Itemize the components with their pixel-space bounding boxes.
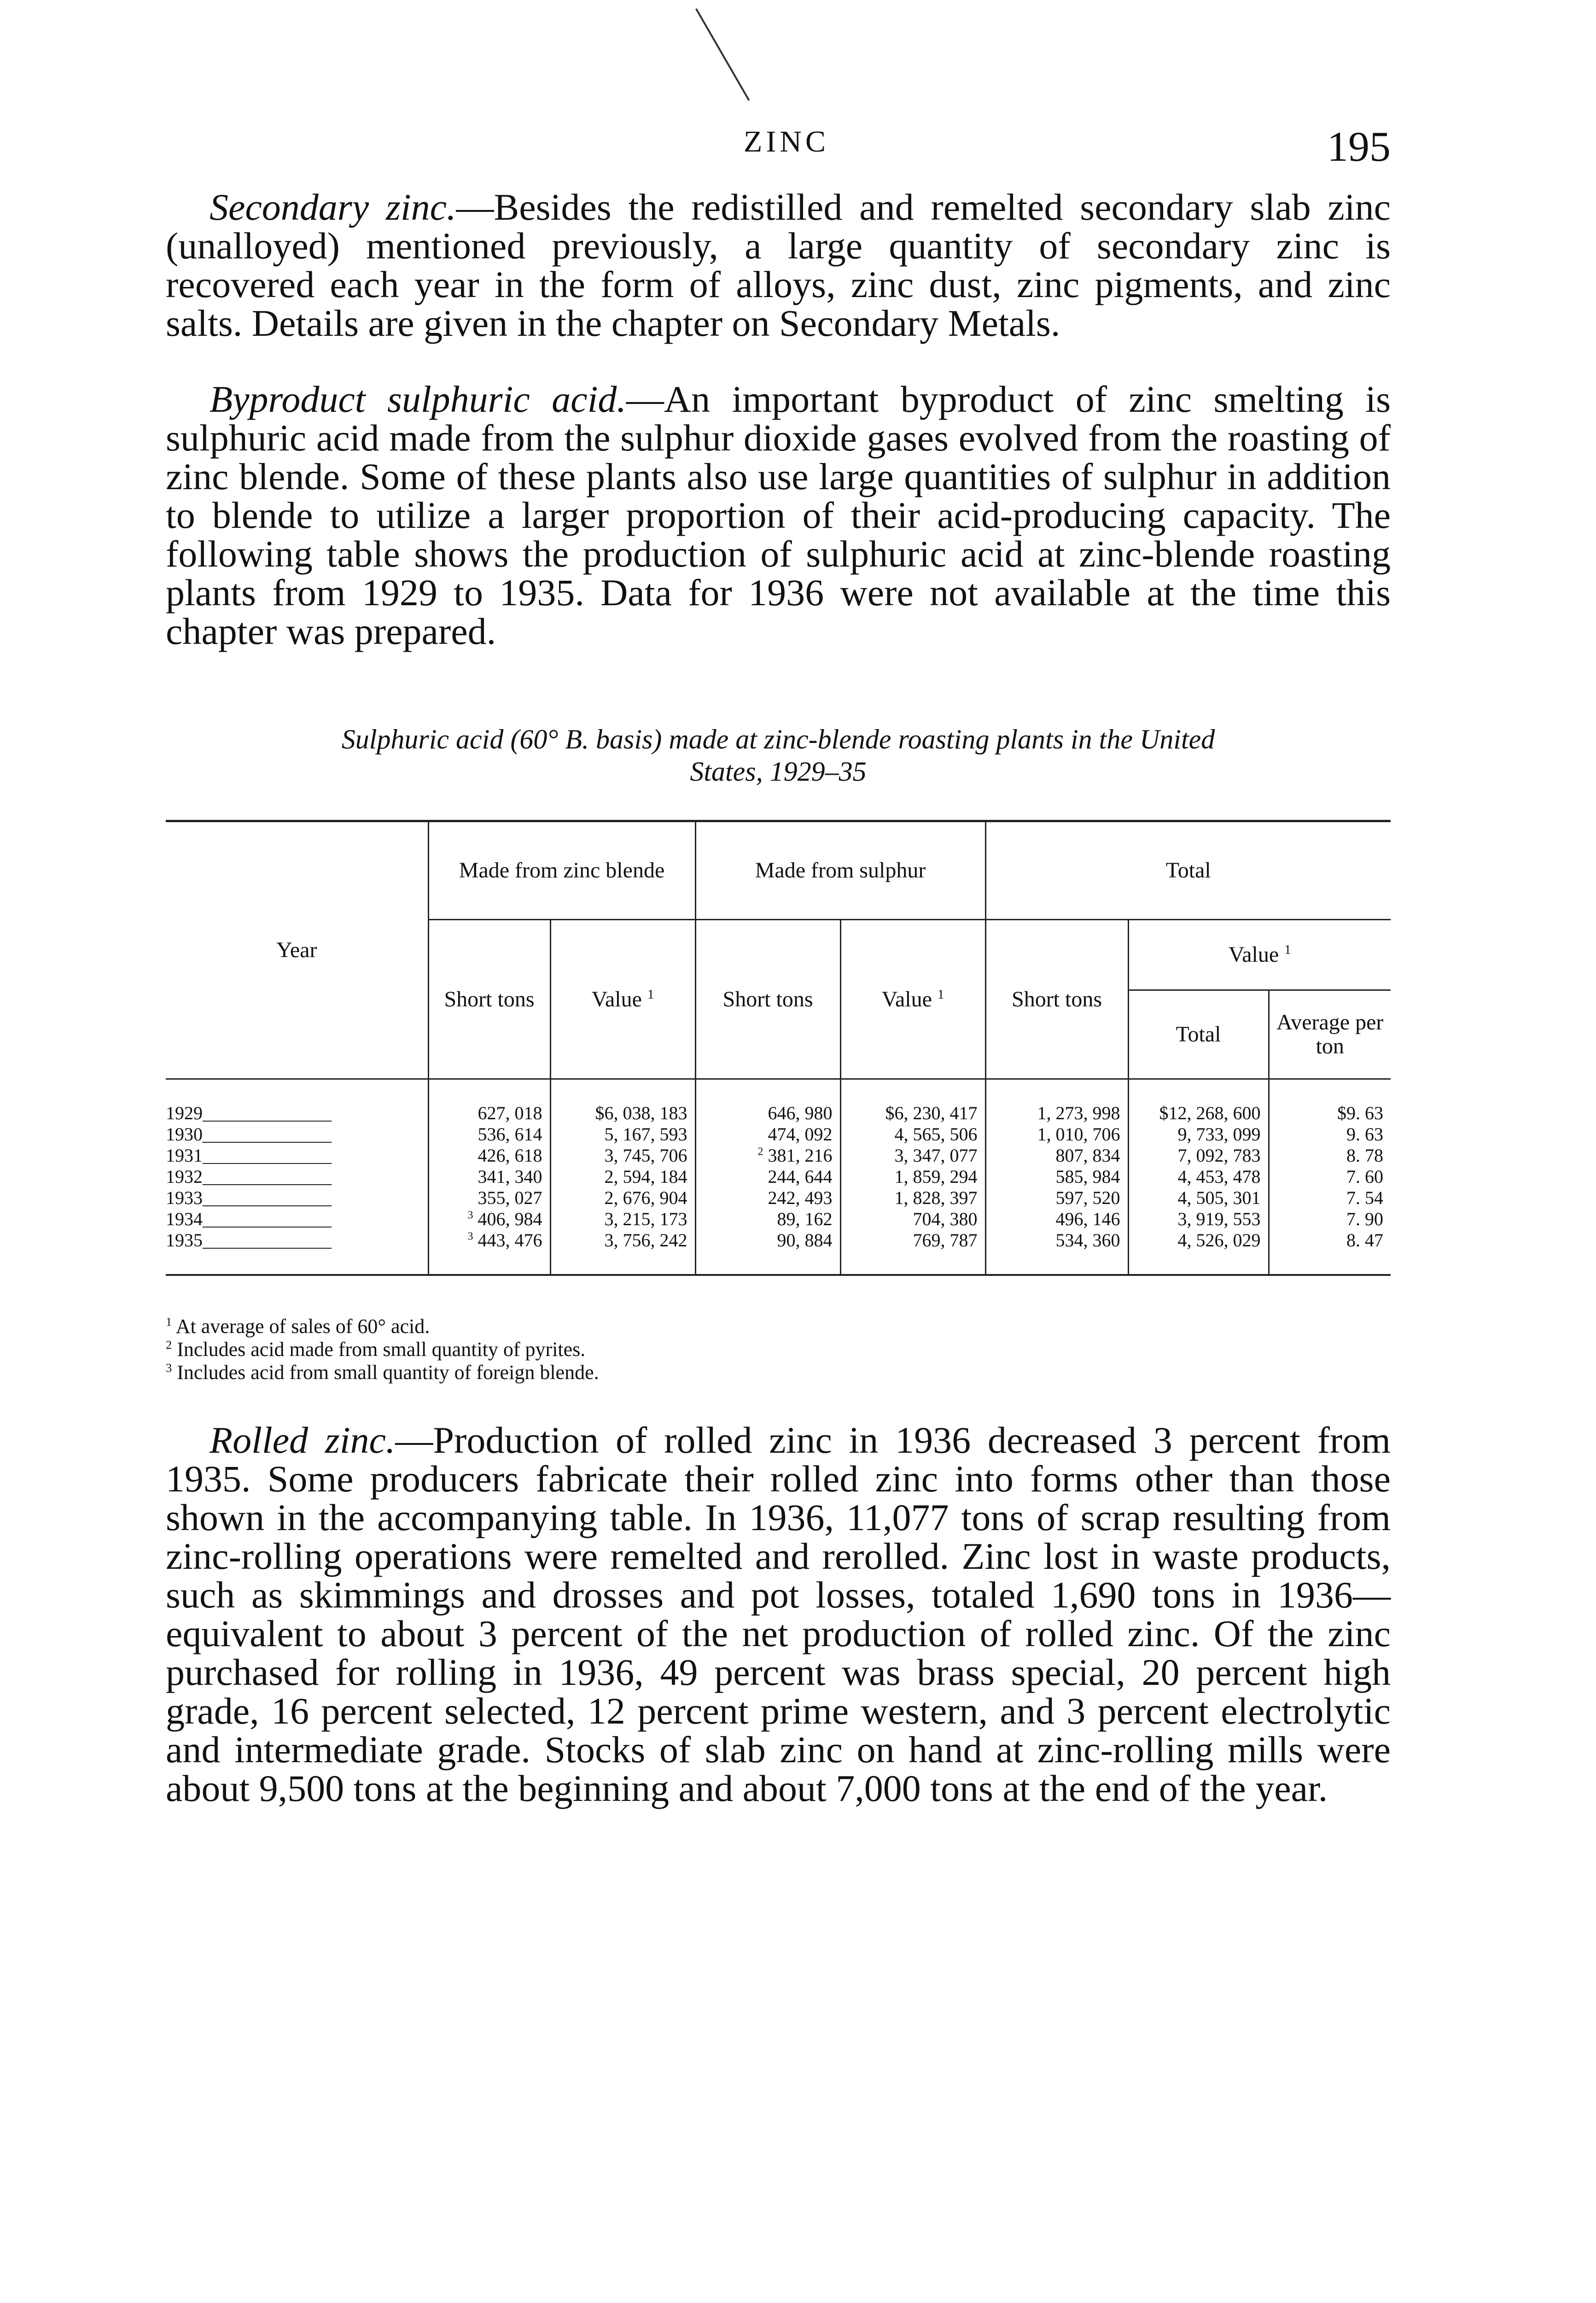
cell-value: 807, 834 [1055, 1145, 1120, 1166]
leader-dots: ______________ [203, 1145, 332, 1166]
cell-sulphur-tons [695, 1079, 840, 1124]
footnote-ref: 3 [467, 1230, 473, 1243]
paragraph-title: Byproduct sulphuric acid. [210, 378, 626, 420]
leader-dots: ______________ [203, 1187, 332, 1208]
year-label: 1929 [166, 1103, 203, 1123]
table-row [166, 1124, 1391, 1145]
cell-blende-tons [428, 1230, 550, 1275]
year-label: 1931 [166, 1145, 203, 1166]
paragraph-rolled-zinc [166, 1421, 1391, 1808]
cell-value: 90, 884 [777, 1230, 833, 1251]
cell-value: $9. 63 [1337, 1103, 1384, 1123]
cell-value: 4, 505, 301 [1177, 1187, 1261, 1208]
header-made-from-zinc-blende: Made from zinc blende [428, 821, 695, 920]
header-sulphur-value [840, 920, 985, 1079]
cell-value: 2, 676, 904 [604, 1187, 687, 1208]
cell-sulphur-value [840, 1079, 985, 1124]
footnote-text: Includes acid from small quantity of foreign blende. [177, 1361, 599, 1384]
cell-value: 3, 756, 242 [604, 1230, 687, 1251]
cell-avg-per-ton [1269, 1079, 1391, 1124]
cell-avg-per-ton [1269, 1166, 1391, 1187]
header-label: Value [591, 987, 642, 1011]
header-label: Short tons [722, 987, 813, 1011]
footnote-text: Includes acid made from small quantity of pyrites. [177, 1338, 586, 1361]
footnote-ref: 3 [467, 1209, 473, 1222]
cell-sulphur-value [840, 1230, 985, 1275]
year-label: 1934 [166, 1209, 203, 1229]
cell-blende-tons [428, 1124, 550, 1145]
footnote-text: At average of sales of 60° acid. [175, 1315, 430, 1338]
sulphuric-acid-table [166, 820, 1391, 1276]
cell-sulphur-tons [695, 1145, 840, 1166]
cell-value: 242, 493 [768, 1187, 833, 1208]
cell-value: 1, 828, 397 [894, 1187, 978, 1208]
footnote [166, 1338, 1391, 1361]
cell-value: 2, 594, 184 [604, 1166, 687, 1187]
cell-year [166, 1145, 428, 1166]
cell-sulphur-tons [695, 1230, 840, 1275]
cell-blende-tons [428, 1166, 550, 1187]
cell-blende-value [550, 1079, 695, 1124]
table-footnotes [166, 1315, 1391, 1384]
cell-year [166, 1124, 428, 1145]
cell-value: 8. 47 [1346, 1230, 1384, 1251]
cell-value: 4, 453, 478 [1177, 1166, 1261, 1187]
cell-blende-tons [428, 1145, 550, 1166]
cell-year [166, 1230, 428, 1275]
cell-value: 244, 644 [768, 1166, 833, 1187]
cell-total-tons [985, 1230, 1128, 1275]
table-row [166, 1079, 1391, 1124]
table-body [166, 1079, 1391, 1275]
cell-value: 496, 146 [1055, 1209, 1120, 1229]
cell-total-value [1128, 1079, 1269, 1124]
cell-year [166, 1166, 428, 1187]
table-caption [166, 723, 1391, 788]
cell-blende-value [550, 1230, 695, 1275]
cell-value: 1, 273, 998 [1037, 1103, 1120, 1123]
leader-dots: ______________ [203, 1209, 332, 1229]
cell-total-value [1128, 1166, 1269, 1187]
cell-value: $6, 038, 183 [595, 1103, 687, 1123]
paragraph-secondary-zinc [166, 188, 1391, 343]
header-label: Value [881, 987, 932, 1011]
cell-value: $12, 268, 600 [1159, 1103, 1261, 1123]
header-label: Short tons [444, 987, 535, 1011]
cell-value: $6, 230, 417 [885, 1103, 978, 1123]
table-row [166, 1145, 1391, 1166]
header-total: Total [985, 821, 1391, 920]
cell-blende-tons [428, 1187, 550, 1209]
cell-sulphur-tons [695, 1124, 840, 1145]
cell-avg-per-ton [1269, 1187, 1391, 1209]
cell-value: 646, 980 [768, 1103, 833, 1123]
cell-value: 3, 745, 706 [604, 1145, 687, 1166]
cell-value: 381, 216 [768, 1145, 833, 1166]
cell-year [166, 1187, 428, 1209]
cell-total-value [1128, 1187, 1269, 1209]
cell-value: 597, 520 [1055, 1187, 1120, 1208]
cell-sulphur-value [840, 1187, 985, 1209]
cell-blende-tons [428, 1209, 550, 1230]
cell-total-tons [985, 1124, 1128, 1145]
cell-value: 7, 092, 783 [1177, 1145, 1261, 1166]
table-row [166, 1166, 1391, 1187]
cell-total-value [1128, 1209, 1269, 1230]
paragraph-title: Rolled zinc. [210, 1419, 396, 1461]
header-year: Year [166, 821, 428, 1079]
cell-sulphur-value [840, 1145, 985, 1166]
cell-value: 9, 733, 099 [1177, 1124, 1261, 1145]
cell-value: 627, 018 [478, 1103, 542, 1123]
table-caption-line: States, 1929–35 [690, 756, 867, 787]
leader-dots: ______________ [203, 1124, 332, 1145]
table-row [166, 1209, 1391, 1230]
cell-value: 704, 380 [913, 1209, 978, 1229]
cell-value: 355, 027 [478, 1187, 542, 1208]
cell-value: 3, 347, 077 [894, 1145, 978, 1166]
table-caption-line: Sulphuric acid (60° B. basis) made at zinc-blende roasting plants in the United [341, 724, 1215, 754]
leader-dots: ______________ [203, 1230, 332, 1251]
cell-sulphur-tons [695, 1166, 840, 1187]
footnote-ref: 1 [1284, 942, 1291, 957]
header-label: Value [1228, 942, 1279, 967]
cell-value: 3, 215, 173 [604, 1209, 687, 1229]
cell-value: 1, 010, 706 [1037, 1124, 1120, 1145]
footnote [166, 1361, 1391, 1384]
leader-dots: ______________ [203, 1166, 332, 1187]
cell-total-value [1128, 1124, 1269, 1145]
cell-value: 769, 787 [913, 1230, 978, 1251]
cell-blende-value [550, 1187, 695, 1209]
header-total-value-total: Total [1128, 990, 1269, 1079]
cell-value: 89, 162 [777, 1209, 833, 1229]
table-row [166, 1187, 1391, 1209]
header-average-per-ton: Average per ton [1269, 990, 1391, 1079]
cell-value: 341, 340 [478, 1166, 542, 1187]
year-label: 1935 [166, 1230, 203, 1251]
cell-value: 8. 78 [1346, 1145, 1384, 1166]
paragraph-text: —An important byproduct of zinc smelting is sulphuric acid made from the sulphur dioxide gases evolved from the roasting of zinc blende. Some of these plants also use large quantities of sulphur in addition to blende to utilize a larger proportion of their acid-producing capacity. The following table shows the production of sulphuric acid at zinc-blende roasting plants from 1929 to 1935. Data for 1936 were not available at the time this chapter was prepared. [166, 378, 1391, 652]
cell-value: 3, 919, 553 [1177, 1209, 1261, 1229]
footnote-ref: 1 [937, 987, 944, 1002]
page-header [166, 122, 1391, 173]
cell-value: 4, 526, 029 [1177, 1230, 1261, 1251]
scan-mark-line [695, 8, 750, 101]
year-label: 1932 [166, 1166, 203, 1187]
year-label: 1933 [166, 1187, 203, 1208]
footnote-ref: 2 [757, 1146, 763, 1158]
cell-total-tons [985, 1079, 1128, 1124]
cell-blende-value [550, 1145, 695, 1166]
header-blende-short-tons [428, 920, 550, 1079]
cell-avg-per-ton [1269, 1145, 1391, 1166]
footnote [166, 1315, 1391, 1338]
cell-total-tons [985, 1209, 1128, 1230]
cell-sulphur-tons [695, 1187, 840, 1209]
cell-value: 4, 565, 506 [894, 1124, 978, 1145]
footnote-mark: 3 [166, 1361, 172, 1375]
cell-sulphur-value [840, 1124, 985, 1145]
footnote-mark: 2 [166, 1338, 172, 1352]
paragraph-text: —Production of rolled zinc in 1936 decreased 3 percent from 1935. Some producers fabricate their rolled zinc into forms other than those shown in the accompanying table. In 1936, 11,077 tons of scrap resulting from zinc-rolling operations were remelted and rerolled. Zinc lost in waste products, such as skimmings and drosses and pot losses, totaled 1,690 tons in 1936—equivalent to about 3 percent of the net production of rolled zinc. Of the zinc purchased for rolling in 1936, 49 percent was brass special, 20 percent high grade, 16 percent selected, 12 percent prime western, and 3 percent electrolytic and intermediate grade. Stocks of slab zinc on hand at zinc-rolling mills were about 9,500 tons at the beginning and about 7,000 tons at the end of the year. [166, 1419, 1391, 1809]
cell-value: 1, 859, 294 [894, 1166, 978, 1187]
cell-value: 426, 618 [478, 1145, 542, 1166]
cell-avg-per-ton [1269, 1124, 1391, 1145]
paragraph-title: Secondary zinc. [210, 186, 456, 228]
cell-avg-per-ton [1269, 1230, 1391, 1275]
cell-value: 534, 360 [1055, 1230, 1120, 1251]
cell-value: 7. 54 [1346, 1187, 1384, 1208]
cell-total-tons [985, 1166, 1128, 1187]
cell-year [166, 1079, 428, 1124]
paragraph-byproduct-sulphuric-acid [166, 380, 1391, 651]
cell-blende-value [550, 1124, 695, 1145]
cell-blende-value [550, 1166, 695, 1187]
header-blende-value [550, 920, 695, 1079]
running-head: ZINC [744, 125, 829, 158]
cell-total-tons [985, 1187, 1128, 1209]
header-total-value [1128, 920, 1391, 990]
header-sulphur-short-tons [695, 920, 840, 1079]
page-number: 195 [1327, 123, 1391, 170]
header-label: Short tons [1012, 987, 1102, 1011]
cell-value: 7. 90 [1346, 1209, 1384, 1229]
cell-value: 474, 092 [768, 1124, 833, 1145]
table-row [166, 1230, 1391, 1275]
cell-value: 5, 167, 593 [604, 1124, 687, 1145]
cell-value: 406, 984 [478, 1209, 542, 1229]
cell-value: 443, 476 [478, 1230, 542, 1251]
cell-avg-per-ton [1269, 1209, 1391, 1230]
cell-value: 7. 60 [1346, 1166, 1384, 1187]
cell-total-value [1128, 1145, 1269, 1166]
footnote-mark: 1 [166, 1315, 172, 1329]
cell-blende-tons [428, 1079, 550, 1124]
cell-value: 536, 614 [478, 1124, 542, 1145]
year-label: 1930 [166, 1124, 203, 1145]
paragraph-text: —Besides the redistilled and remelted secondary slab zinc (unalloyed) mentioned previously, a large quantity of secondary zinc is recovered each year in the form of alloys, zinc dust, zinc pigments, and zinc salts. Details are given in the chapter on Secondary Metals. [166, 186, 1391, 344]
cell-sulphur-value [840, 1166, 985, 1187]
header-made-from-sulphur: Made from sulphur [695, 821, 985, 920]
header-total-short-tons [985, 920, 1128, 1079]
cell-total-value [1128, 1230, 1269, 1275]
cell-blende-value [550, 1209, 695, 1230]
cell-value: 9. 63 [1346, 1124, 1384, 1145]
cell-value: 585, 984 [1055, 1166, 1120, 1187]
cell-year [166, 1209, 428, 1230]
cell-sulphur-tons [695, 1209, 840, 1230]
leader-dots: ______________ [203, 1103, 332, 1123]
cell-sulphur-value [840, 1209, 985, 1230]
cell-total-tons [985, 1145, 1128, 1166]
footnote-ref: 1 [647, 987, 654, 1002]
